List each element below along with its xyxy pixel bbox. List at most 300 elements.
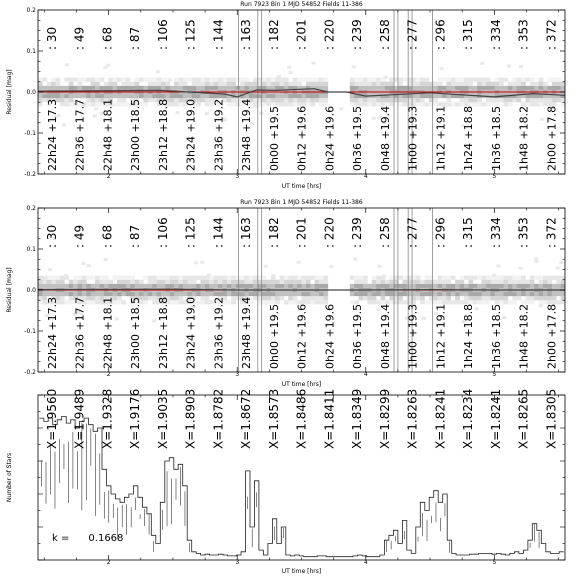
density-cell (126, 94, 131, 98)
density-cell (424, 300, 429, 304)
density-cell (482, 296, 487, 300)
density-cell (214, 292, 219, 296)
density-cell (354, 102, 359, 106)
airmass-label: X=1.8782 (211, 388, 226, 449)
outlier-cell (94, 107, 98, 110)
density-cell (376, 292, 381, 296)
density-cell (161, 82, 166, 86)
density-cell (262, 300, 267, 304)
density-cell (262, 292, 267, 296)
outlier-cell (540, 118, 544, 121)
density-cell (561, 102, 566, 106)
density-cell (240, 86, 245, 90)
density-cell (69, 292, 74, 296)
density-cell (95, 86, 100, 90)
density-cell (47, 280, 52, 284)
density-cell (508, 300, 513, 304)
density-cell (117, 94, 122, 98)
density-cell (398, 102, 403, 106)
density-cell (552, 276, 557, 280)
field-coordinate-label: 22h36 +17.7 (73, 296, 87, 369)
density-cell (302, 98, 307, 102)
field-coordinate-label: 23h12 +18.8 (156, 296, 170, 369)
airmass-label: X=1.9176 (128, 388, 143, 449)
outlier-cell (104, 258, 108, 261)
density-cell (455, 82, 460, 86)
field-coordinate-label: 1h00 +19.3 (406, 303, 420, 369)
density-cell (416, 94, 421, 98)
density-cell (64, 86, 69, 90)
density-cell (499, 296, 504, 300)
density-cell (275, 300, 280, 304)
outlier-cell (287, 66, 291, 69)
density-cell (464, 98, 469, 102)
density-cell (51, 94, 56, 98)
density-cell (86, 86, 91, 90)
airmass-label: X=1.8411 (322, 388, 337, 449)
density-cell (350, 284, 355, 288)
density-cell (376, 280, 381, 284)
density-cell (192, 280, 197, 284)
density-cell (200, 296, 205, 300)
x-tick-label: 5 (492, 559, 497, 566)
density-cell (113, 284, 118, 288)
density-cell (433, 94, 438, 98)
field-coordinate-label: 1h36 +18.5 (489, 303, 503, 369)
density-cell (407, 300, 412, 304)
density-cell (284, 82, 289, 86)
density-cell (539, 82, 544, 86)
density-cell (174, 78, 179, 82)
density-cell (525, 296, 530, 300)
airmass-label: X=1.8573 (266, 388, 281, 449)
density-cell (99, 292, 104, 296)
density-cell (222, 86, 227, 90)
density-cell (486, 284, 491, 288)
density-cell (64, 102, 69, 106)
density-cell (143, 102, 148, 106)
density-cell (306, 94, 311, 98)
density-cell (192, 94, 197, 98)
density-cell (306, 102, 311, 106)
density-cell (143, 296, 148, 300)
field-number-label: : 68 (100, 224, 115, 248)
density-cell (512, 276, 517, 280)
density-cell (108, 78, 113, 82)
density-cell (547, 102, 552, 106)
density-cell (517, 280, 522, 284)
density-cell (438, 102, 443, 106)
density-cell (473, 300, 478, 304)
density-cell (161, 78, 166, 82)
density-cell (556, 292, 561, 296)
outlier-cell (64, 274, 68, 277)
density-cell (200, 98, 205, 102)
density-cell (367, 284, 372, 288)
density-cell (517, 98, 522, 102)
density-cell (372, 98, 377, 102)
density-cell (521, 300, 526, 304)
density-cell (389, 98, 394, 102)
density-cell (69, 102, 74, 106)
density-cell (209, 292, 214, 296)
density-cell (64, 78, 69, 82)
density-cell (512, 292, 517, 296)
y-tick-label: 0.2 (26, 7, 36, 14)
field-number-label: : 125 (183, 19, 198, 50)
density-cell (455, 102, 460, 106)
density-cell (56, 82, 61, 86)
density-cell (135, 284, 140, 288)
density-cell (135, 86, 140, 90)
x-tick-label: 4 (363, 371, 368, 378)
density-cell (99, 78, 104, 82)
outlier-cell (93, 115, 97, 118)
density-cell (521, 284, 526, 288)
density-cell (468, 102, 473, 106)
density-cell (170, 292, 175, 296)
density-cell (170, 102, 175, 106)
density-cell (280, 276, 285, 280)
density-cell (86, 78, 91, 82)
outlier-cell (422, 317, 426, 320)
density-cell (403, 280, 408, 284)
density-cell (297, 98, 302, 102)
density-cell (236, 86, 241, 90)
density-cell (209, 94, 214, 98)
density-cell (244, 82, 249, 86)
density-cell (200, 300, 205, 304)
density-cell (552, 82, 557, 86)
density-cell (319, 78, 324, 82)
density-cell (504, 300, 509, 304)
density-cell (363, 292, 368, 296)
density-cell (104, 86, 109, 90)
density-cell (174, 292, 179, 296)
density-cell (398, 78, 403, 82)
outlier-cell (480, 62, 484, 65)
density-cell (271, 82, 276, 86)
density-cell (350, 292, 355, 296)
density-cell (121, 98, 126, 102)
density-cell (433, 82, 438, 86)
y-tick-label: 0.1 (26, 246, 36, 253)
density-cell (42, 78, 47, 82)
density-cell (161, 292, 166, 296)
density-cell (389, 292, 394, 296)
density-cell (512, 280, 517, 284)
density-cell (288, 284, 293, 288)
density-cell (323, 94, 328, 98)
density-cell (275, 98, 280, 102)
density-cell (222, 280, 227, 284)
density-cell (372, 86, 377, 90)
density-cell (420, 292, 425, 296)
density-cell (455, 284, 460, 288)
density-cell (174, 280, 179, 284)
density-cell (508, 98, 513, 102)
density-cell (420, 94, 425, 98)
density-cell (187, 292, 192, 296)
density-cell (455, 78, 460, 82)
airmass-label: X=1.8299 (377, 388, 392, 449)
density-cell (214, 276, 219, 280)
density-cell (517, 78, 522, 82)
density-cell (495, 296, 500, 300)
density-cell (561, 292, 566, 296)
density-cell (398, 300, 403, 304)
outlier-cell (559, 261, 563, 264)
density-cell (473, 276, 478, 280)
field-coordinate-label: 0h36 +19.5 (351, 303, 365, 369)
field-number-label: : 182 (266, 217, 281, 248)
density-cell (319, 98, 324, 102)
density-cell (266, 280, 271, 284)
density-cell (284, 102, 289, 106)
density-cell (135, 94, 140, 98)
density-cell (192, 292, 197, 296)
density-cell (64, 94, 69, 98)
density-cell (530, 102, 535, 106)
density-cell (525, 300, 530, 304)
density-cell (539, 102, 544, 106)
field-number-label: : 201 (294, 19, 309, 50)
field-coordinate-label: 22h24 +17.3 (46, 296, 59, 369)
outlier-cell (289, 71, 293, 74)
density-cell (424, 94, 429, 98)
density-cell (205, 98, 210, 102)
density-cell (297, 284, 302, 288)
density-cell (152, 86, 157, 90)
density-cell (446, 276, 451, 280)
density-cell (543, 300, 548, 304)
panel-title: Run 7923 Bin 1 MJD 54852 Fields 11-386 (240, 199, 363, 206)
density-cell (205, 284, 210, 288)
density-cell (315, 82, 320, 86)
density-cell (196, 292, 201, 296)
density-cell (372, 292, 377, 296)
density-cell (293, 300, 298, 304)
outlier-cell (175, 111, 179, 114)
density-cell (209, 78, 214, 82)
x-tick-label: 3 (235, 559, 240, 566)
density-cell (42, 280, 47, 284)
density-cell (525, 292, 530, 296)
y-axis-label: Residual [mag] (6, 267, 13, 313)
density-cell (525, 86, 530, 90)
density-cell (420, 102, 425, 106)
density-cell (389, 86, 394, 90)
density-cell (73, 292, 78, 296)
density-cell (82, 284, 87, 288)
density-cell (407, 98, 412, 102)
density-cell (438, 86, 443, 90)
density-cell (482, 82, 487, 86)
density-cell (561, 86, 566, 90)
density-cell (69, 296, 74, 300)
density-cell (240, 292, 245, 296)
density-cell (231, 296, 236, 300)
density-cell (499, 280, 504, 284)
density-cell (490, 280, 495, 284)
density-cell (249, 292, 254, 296)
density-cell (293, 82, 298, 86)
field-number-label: : 49 (72, 26, 87, 50)
density-cell (354, 300, 359, 304)
density-cell (104, 280, 109, 284)
density-cell (381, 82, 386, 86)
field-number-label: : 163 (239, 19, 254, 50)
density-cell (350, 86, 355, 90)
density-cell (95, 300, 100, 304)
density-cell (262, 296, 267, 300)
outlier-cell (200, 261, 204, 264)
density-cell (473, 284, 478, 288)
field-coordinate-label: 22h36 +17.7 (73, 98, 87, 171)
field-coordinate-label: 23h00 +18.5 (129, 98, 143, 171)
density-cell (323, 292, 328, 296)
density-cell (490, 82, 495, 86)
y-axis-label: Residual [mag] (6, 69, 13, 115)
density-cell (157, 284, 162, 288)
density-cell (179, 98, 184, 102)
density-cell (438, 276, 443, 280)
density-cell (451, 78, 456, 82)
density-cell (521, 102, 526, 106)
density-cell (113, 82, 118, 86)
density-cell (253, 82, 258, 86)
density-cell (460, 82, 465, 86)
density-cell (446, 86, 451, 90)
density-cell (438, 300, 443, 304)
density-cell (403, 102, 408, 106)
density-cell (69, 98, 74, 102)
density-cell (490, 98, 495, 102)
density-cell (464, 300, 469, 304)
density-cell (143, 78, 148, 82)
density-cell (350, 276, 355, 280)
density-cell (174, 98, 179, 102)
density-cell (249, 280, 254, 284)
airmass-label: X=1.8263 (405, 388, 420, 449)
density-cell (165, 82, 170, 86)
density-cell (442, 280, 447, 284)
field-number-label: : 201 (294, 217, 309, 248)
density-cell (95, 292, 100, 296)
density-cell (367, 86, 372, 90)
density-cell (249, 94, 254, 98)
density-cell (117, 86, 122, 90)
density-cell (477, 296, 482, 300)
density-cell (530, 292, 535, 296)
outlier-cell (372, 117, 376, 120)
density-cell (446, 292, 451, 296)
density-cell (367, 300, 372, 304)
density-cell (288, 300, 293, 304)
density-cell (477, 86, 482, 90)
density-cell (446, 78, 451, 82)
density-cell (376, 86, 381, 90)
density-cell (73, 94, 78, 98)
density-cell (187, 86, 192, 90)
density-cell (464, 78, 469, 82)
density-cell (512, 98, 517, 102)
density-cell (99, 94, 104, 98)
density-cell (38, 78, 43, 82)
density-cell (359, 292, 364, 296)
density-cell (73, 86, 78, 90)
density-cell (499, 300, 504, 304)
density-cell (512, 86, 517, 90)
density-cell (534, 82, 539, 86)
density-cell (78, 86, 83, 90)
density-cell (187, 276, 192, 280)
density-cell (275, 292, 280, 296)
density-cell (420, 284, 425, 288)
residual-panel-top (6, 1, 565, 190)
density-cell (482, 292, 487, 296)
density-cell (271, 102, 276, 106)
density-cell (420, 280, 425, 284)
density-cell (495, 78, 500, 82)
density-cell (543, 292, 548, 296)
density-cell (253, 292, 258, 296)
density-cell (319, 296, 324, 300)
density-cell (174, 94, 179, 98)
density-cell (152, 280, 157, 284)
density-cell (433, 292, 438, 296)
density-cell (477, 78, 482, 82)
density-cell (482, 300, 487, 304)
density-cell (244, 276, 249, 280)
density-cell (56, 78, 61, 82)
density-cell (91, 276, 96, 280)
field-coordinate-label: 23h00 +18.5 (129, 296, 143, 369)
density-cell (319, 94, 324, 98)
field-number-label: : 87 (128, 224, 143, 248)
density-cell (302, 284, 307, 288)
y-tick-label: -0.2 (24, 369, 36, 376)
density-cell (398, 284, 403, 288)
density-cell (227, 86, 232, 90)
density-cell (372, 78, 377, 82)
field-number-label: : 258 (377, 217, 392, 248)
density-cell (121, 102, 126, 106)
density-cell (403, 78, 408, 82)
density-cell (275, 82, 280, 86)
outlier-cell (329, 265, 333, 268)
density-cell (534, 284, 539, 288)
density-cell (139, 86, 144, 90)
density-cell (403, 276, 408, 280)
density-cell (323, 78, 328, 82)
density-cell (561, 296, 566, 300)
density-cell (69, 78, 74, 82)
density-cell (416, 82, 421, 86)
density-cell (504, 78, 509, 82)
density-cell (179, 300, 184, 304)
airmass-label: X=1.9035 (155, 388, 170, 449)
density-cell (271, 78, 276, 82)
field-number-label: : 258 (377, 19, 392, 50)
density-cell (121, 78, 126, 82)
density-cell (354, 82, 359, 86)
density-cell (319, 292, 324, 296)
density-cell (385, 82, 390, 86)
density-cell (69, 82, 74, 86)
density-cell (442, 94, 447, 98)
density-cell (323, 102, 328, 106)
